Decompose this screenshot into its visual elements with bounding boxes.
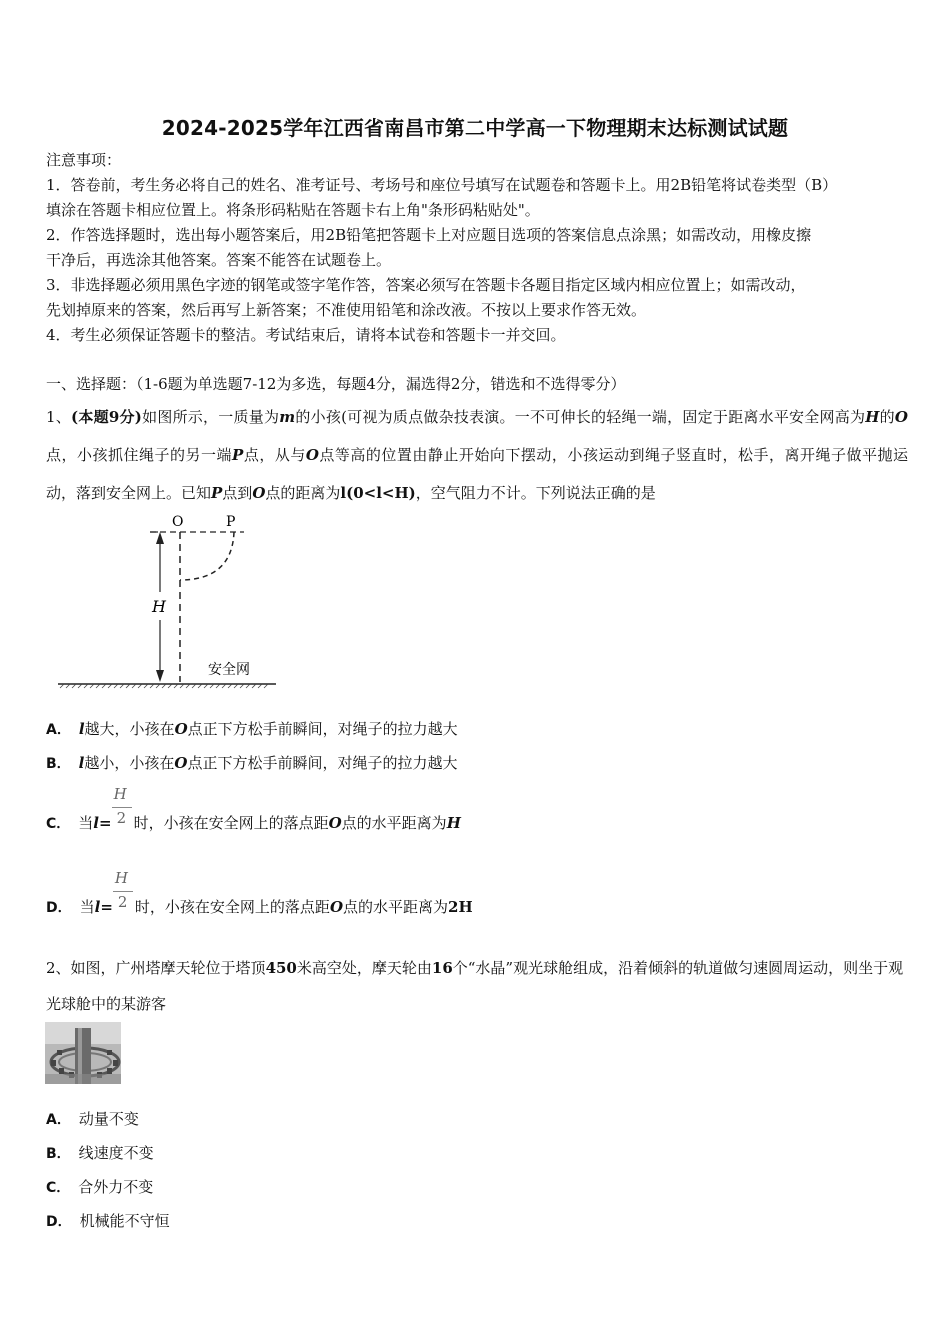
q2-option-b[interactable] [46,1142,154,1163]
option-label: A． [46,722,71,738]
option-label: A． [46,1112,71,1128]
option-text: 点的水平距离为 [341,814,447,832]
arrow-head-up [156,532,164,544]
question-number: 2、 [46,959,71,977]
notes-line: 先划掉原来的答案，然后再写上新答案；不准使用铅笔和涂改液。不按以上要求作答无效。 [46,301,647,319]
var-l: l [78,720,85,738]
option-text: 点正下方松手前瞬间，对绳子的拉力越大 [187,754,458,772]
option-text: 机械能不守恒 [79,1212,170,1230]
stem-text: 点的距离为 [265,484,341,502]
option-text: 越小，小孩在 [84,754,175,772]
notes-line: 3．非选择题必须用黑色字迹的钢笔或签字笔作答，答案必须写在答题卡各题目指定区域内相应位置上；如需改动， [46,276,806,294]
option-label: C． [46,1180,71,1196]
option-text: 合外力不变 [78,1178,154,1196]
fraction-numerator: H [113,785,127,803]
stem-text: 如图，广州塔摩天轮位于塔顶 [70,959,266,977]
fraction-h-over-2 [112,785,134,829]
option-label: B． [46,1146,71,1162]
label-safety-net: 安全网 [208,662,250,678]
var-H: H [865,408,880,426]
option-text: 当 [78,814,94,832]
notes-block [46,148,908,348]
option-text: 点的水平距离为 [343,898,449,916]
q2-option-a[interactable] [46,1108,139,1129]
label-O: O [172,514,184,530]
notes-line: 1．答卷前，考生务必将自己的姓名、准考证号、考场号和座位号填写在试题卷和答题卡上。用2B铅笔将试卷类型（B） [46,176,838,194]
var-O: O [894,408,908,426]
stem-text: ，空气阻力不计。下列说法正确的是 [415,484,656,502]
stem-text: 如图所示，一质量为 [141,408,280,426]
fraction-bar [112,807,132,808]
option-label: C． [46,816,71,832]
var-O: O [252,484,266,502]
option-text: 线速度不变 [78,1144,154,1162]
stem-text: 点等高的位置由静止开始向下摆动，小孩运动到绳子竖直时，松手，离开绳子做平抛运动，落到安全网上。已知 [46,446,908,502]
option-text: 点正下方松手前瞬间，对绳子的拉力越大 [187,720,458,738]
option-label: D． [46,900,72,916]
option-text: 当 [79,898,95,916]
notes-heading: 注意事项： [46,151,122,169]
option-label: D． [46,1214,72,1230]
notes-line: 填涂在答题卡相应位置上。将条形码粘贴在答题卡右上角"条形码粘贴处"。 [46,201,540,219]
var-l-eq: l= [94,898,113,916]
fraction-denominator: 2 [116,809,127,827]
stem-text: 个“水晶”观光球舱组成，沿着倾斜的轨道做匀速圆周运动，则坐于观光球舱中的某游客 [46,959,904,1013]
pendulum-figure [54,510,284,695]
var-O: O [329,898,344,916]
q1-option-c[interactable] [46,785,461,833]
notes-line: 干净后，再选涂其他答案。答案不能答在试题卷上。 [46,251,392,269]
stem-text: 的 [879,408,895,426]
label-P: P [226,514,236,530]
section-heading: 一、选择题：（1-6题为单选题7-12为多选，每题4分，漏选得2分，错选和不选得零分） [46,375,626,393]
capsule-count: 16 [431,959,453,977]
fraction-denominator: 2 [117,893,128,911]
notes-line: 2．作答选择题时，选出每小题答案后，用2B铅笔把答题卡上对应题目选项的答案信息点涂黑；如需改动，用橡皮擦 [46,226,812,244]
notes-line: 4．考生必须保证答题卡的整洁。考试结束后，请将本试卷和答题卡一并交回。 [46,326,566,344]
stem-text: 点，小孩抓住绳子的另一端 [46,446,233,464]
stem-text: 点，从与 [243,446,306,464]
var-P: P [232,446,244,464]
option-text: 时，小孩在安全网上的落点距 [134,898,330,916]
fraction-h-over-2 [113,869,135,913]
arrow-head-down [156,670,164,682]
var-P: P [211,484,223,502]
question-2-stem [46,950,908,1022]
question-1-stem [46,398,908,512]
fraction-numerator: H [114,869,129,887]
option-text: 越大，小孩在 [84,720,175,738]
question-number: 1、 [46,408,72,426]
q2-option-d[interactable] [46,1210,170,1231]
q1-option-d[interactable] [46,869,473,917]
q1-option-b[interactable] [46,752,457,773]
option-label: B． [46,756,71,772]
var-l-eq: l= [93,814,112,832]
ferris-wheel-photo [45,1022,121,1084]
var-O: O [174,720,188,738]
swing-arc [180,532,234,580]
stem-text: 点到 [222,484,253,502]
var-O: O [305,446,319,464]
tower-height: 450 [265,959,297,977]
fraction-bar [113,891,133,892]
option-text: 时，小孩在安全网上的落点距 [133,814,329,832]
option-text: 动量不变 [78,1110,139,1128]
page-title: 2024-2025学年江西省南昌市第二中学高一下物理期末达标测试试题 [161,116,789,140]
answer-value: H [446,814,461,832]
stem-text: 的小孩(可视为质点做杂技表演。一不可伸长的轻绳一端，固定于距离水平安全网高为 [295,408,866,426]
var-O: O [328,814,342,832]
var-O: O [174,754,188,772]
var-l-range: l(0<l<H) [340,484,416,502]
q1-option-a[interactable] [46,718,458,739]
stem-text: 米高空处，摩天轮由 [296,959,432,977]
var-m: m [279,408,296,426]
q2-option-c[interactable] [46,1176,153,1197]
var-l: l [78,754,85,772]
question-score: (本题9分) [71,408,142,426]
answer-value: 2H [448,898,473,916]
label-H: H [152,597,166,616]
